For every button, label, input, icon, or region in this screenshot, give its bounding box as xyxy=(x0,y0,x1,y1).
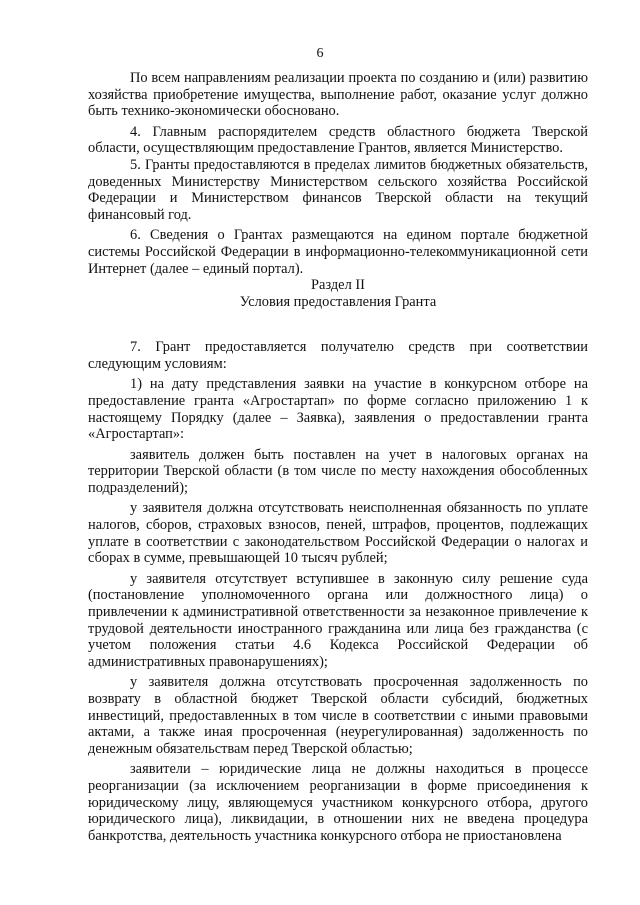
condition-no-court-decision: у заявителя отсутствует вступившее в законную силу решение суда (постановление уполномоченного органа или должностного лица) о привлечении к административной ответственности за незаконное привлечение к трудовой деятельности иностранного гражданина или лица без гражданства (с учетом положения статьи 4.6 Кодекса Российской Федерации об административных правонарушениях); xyxy=(88,570,588,670)
section-title: Условия предоставления Гранта xyxy=(239,294,437,311)
page-number: 6 xyxy=(316,46,324,61)
condition-no-tax-debt: у заявителя должна отсутствовать неисполненная обязанность по уплате налогов, сборов, страховых взносов, пеней, штрафов, процентов, подлежащих уплате в соответствии с законодательством Российской Федерации о налогах и сборах в сумме, превышающей 10 тысяч рублей; xyxy=(88,500,588,567)
condition-legal-entities: заявители – юридические лица не должны находиться в процессе реорганизации (за исключением реорганизации в форме присоединения к юридическому лицу, являющемуся участником конкурсного отбора, другого юридического лица), ликвидации, в отношении них не введена процедура банкротства, деятельность участника конкурсного отбора не приостановлена xyxy=(88,761,588,844)
intro-paragraph-3: 5. Гранты предоставляются в пределах лимитов бюджетных обязательств, доведенных Министерству Министерством сельского хозяйства Российской Федерации и Министерством финансов Тверской области на текущий финансовый год. xyxy=(88,156,588,223)
condition-no-overdue-debt: у заявителя должна отсутствовать просроченная задолженность по возврату в областной бюджет Тверской области субсидий, бюджетных инвестиций, предоставленных в том числе в соответствии с иными правовыми актами, а также иная просроченная (неурегулированная) задолженность по денежным обязательствам перед Тверской областью; xyxy=(88,674,588,757)
document-body xyxy=(88,70,588,844)
intro-paragraph-1: По всем направлениям реализации проекта по созданию и (или) развитию хозяйства приобретение имущества, выполнение работ, оказание услуг должно быть технико-экономически обосновано. xyxy=(88,70,588,120)
intro-paragraph-4: 6. Сведения о Грантах размещаются на едином портале бюджетной системы Российской Федерации в информационно-телекоммуникационной сети Интернет (далее – единый портал). xyxy=(88,227,588,277)
condition-paragraph-7: 7. Грант предоставляется получателю средств при соответствии следующим условиям: xyxy=(88,339,588,372)
intro-paragraph-2: 4. Главным распорядителем средств областного бюджета Тверской области, осуществляющим предоставление Грантов, является Министерство. xyxy=(88,123,588,157)
condition-tax-registration: заявитель должен быть поставлен на учет в налоговых органах на территории Тверской области (в том числе по месту нахождения обособленных подразделений); xyxy=(88,446,588,496)
condition-subitem-1: 1) на дату представления заявки на участие в конкурсном отборе на предоставление гранта «Агростартап» по форме согласно приложению 1 к настоящему Порядку (далее – Заявка), заявления о предоставлении гранта «Агростартап»: xyxy=(88,376,588,443)
section-number: Раздел II xyxy=(311,277,365,294)
